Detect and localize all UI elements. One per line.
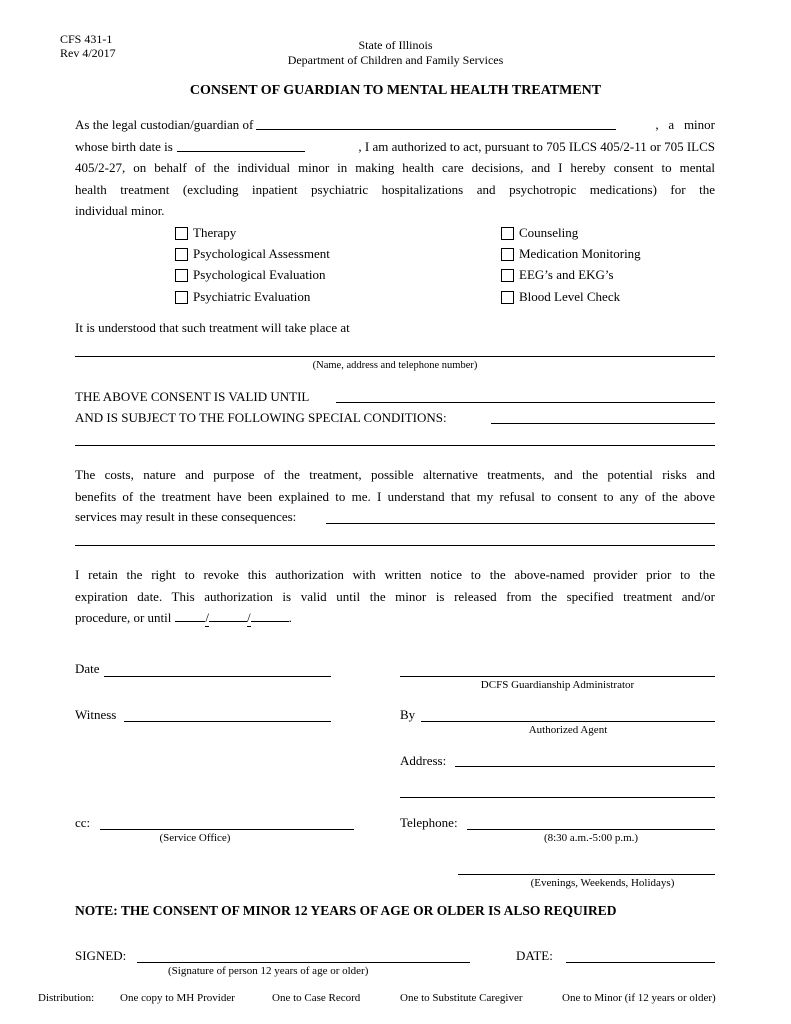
witness-label: Witness bbox=[75, 707, 117, 722]
checkbox-eeg-ekg[interactable] bbox=[501, 267, 614, 283]
intro-line-5: individual minor. bbox=[75, 203, 165, 218]
agent-caption: Authorized Agent bbox=[528, 724, 608, 736]
date-separator: / bbox=[205, 610, 210, 625]
checkbox-label: Psychological Evaluation bbox=[193, 267, 326, 282]
revoke-line-2: expiration date. This authorization is valid until the minor is released from the specified treatment and/or bbox=[75, 589, 715, 604]
checkbox-blood-level-check[interactable] bbox=[501, 289, 620, 305]
date-field[interactable] bbox=[104, 676, 331, 677]
evenings-caption: (Evenings, Weekends, Holidays) bbox=[530, 877, 675, 889]
birth-date-field[interactable] bbox=[177, 138, 305, 152]
checkbox-box[interactable] bbox=[175, 291, 188, 304]
date-label: Date bbox=[75, 661, 100, 676]
intro-line1-start: As the legal custodian/guardian of bbox=[75, 117, 254, 132]
evening-telephone-field[interactable] bbox=[458, 874, 715, 875]
page-title: CONSENT OF GUARDIAN TO MENTAL HEALTH TREATMENT bbox=[189, 83, 602, 98]
checkbox-label: Medication Monitoring bbox=[519, 246, 641, 261]
checkbox-label: Therapy bbox=[193, 225, 237, 240]
by-label: By bbox=[400, 707, 416, 722]
revoke-year-field[interactable] bbox=[251, 608, 289, 622]
distribution-item: One to Substitute Caregiver bbox=[400, 992, 523, 1004]
checkbox-box[interactable] bbox=[175, 227, 188, 240]
revoke-line-1: I retain the right to revoke this authorization with written notice to the above-named provider prior to the bbox=[75, 567, 715, 582]
intro-line-4: health treatment (excluding inpatient psychiatric hospitalizations and psychotropic medications) for the bbox=[75, 181, 715, 197]
special-conditions-field-2[interactable] bbox=[75, 445, 715, 446]
special-conditions-field[interactable] bbox=[491, 423, 715, 424]
cc-field[interactable] bbox=[100, 829, 354, 830]
distribution-item: One to Case Record bbox=[272, 992, 361, 1004]
intro-line-3: 405/2-27, on behalf of the individual minor in making health care decisions, and I hereby consent to mental bbox=[75, 160, 715, 175]
checkbox-therapy[interactable] bbox=[175, 225, 236, 241]
form-revision: Rev 4/2017 bbox=[60, 46, 116, 60]
address-field-2[interactable] bbox=[400, 797, 715, 798]
checkbox-box[interactable] bbox=[175, 269, 188, 282]
checkbox-box[interactable] bbox=[501, 248, 514, 261]
distribution-label: Distribution: bbox=[38, 992, 95, 1004]
treatment-location-field[interactable] bbox=[75, 356, 715, 357]
intro-line-2 bbox=[75, 136, 715, 158]
minor-consent-note: NOTE: THE CONSENT OF MINOR 12 YEARS OF AGE OR OLDER IS ALSO REQUIRED bbox=[75, 903, 617, 918]
checkbox-box[interactable] bbox=[501, 227, 514, 240]
checkbox-psychiatric-evaluation[interactable] bbox=[175, 289, 310, 305]
checkbox-label: EEG’s and EKG’s bbox=[519, 267, 614, 282]
witness-field[interactable] bbox=[124, 721, 331, 722]
signed-label: SIGNED: bbox=[75, 948, 127, 963]
intro-line2-end: , I am authorized to act, pursuant to 705 ILCS 405/2-11 or 705 ILCS bbox=[358, 138, 715, 154]
address-label: Address: bbox=[400, 753, 447, 768]
checkbox-counseling[interactable] bbox=[501, 225, 578, 241]
minor-signature-field[interactable] bbox=[137, 962, 470, 963]
checkbox-label: Blood Level Check bbox=[519, 289, 621, 304]
signature-caption: (Signature of person 12 years of age or older) bbox=[168, 965, 369, 977]
consequences-field[interactable] bbox=[326, 523, 715, 524]
checkbox-label: Psychological Assessment bbox=[193, 246, 330, 261]
telephone-field[interactable] bbox=[467, 829, 715, 830]
costs-line-2: benefits of the treatment have been explained to me. I understand that my refusal to consent to any of the above bbox=[75, 489, 715, 504]
service-office-caption: (Service Office) bbox=[159, 832, 231, 844]
address-field[interactable] bbox=[455, 766, 715, 767]
form-number: CFS 431-1 bbox=[60, 32, 113, 46]
revoke-month-field[interactable] bbox=[175, 608, 205, 622]
treatment-location-caption: (Name, address and telephone number) bbox=[312, 360, 478, 371]
checkbox-label: Counseling bbox=[519, 225, 579, 240]
distribution-item: One to Minor (if 12 years or older) bbox=[562, 992, 716, 1004]
department-name: Department of Children and Family Services bbox=[287, 53, 504, 67]
special-conditions-label: AND IS SUBJECT TO THE FOLLOWING SPECIAL CONDITIONS: bbox=[75, 410, 447, 425]
distribution-item: One copy to MH Provider bbox=[120, 992, 235, 1004]
revoke-line3-end: . bbox=[288, 610, 292, 625]
revoke-line-3 bbox=[75, 608, 292, 627]
checkbox-label: Psychiatric Evaluation bbox=[193, 289, 311, 304]
hours-caption: (8:30 a.m.-5:00 p.m.) bbox=[543, 832, 639, 844]
revoke-line3-start: procedure, or until bbox=[75, 610, 172, 625]
date-separator: / bbox=[247, 610, 251, 625]
intro-line2-start: whose birth date is bbox=[75, 138, 173, 154]
signed-date-label: DATE: bbox=[516, 948, 553, 963]
treatment-location-text: It is understood that such treatment will take place at bbox=[75, 320, 350, 335]
telephone-label: Telephone: bbox=[400, 815, 458, 830]
consequences-field-2[interactable] bbox=[75, 545, 715, 546]
signed-date-field[interactable] bbox=[566, 962, 715, 963]
intro-line-1 bbox=[75, 114, 715, 136]
checkbox-medication-monitoring[interactable] bbox=[501, 246, 641, 262]
valid-until-label: THE ABOVE CONSENT IS VALID UNTIL bbox=[75, 389, 310, 404]
checkbox-box[interactable] bbox=[501, 291, 514, 304]
minor-name-field[interactable] bbox=[256, 116, 616, 130]
cc-label: cc: bbox=[75, 815, 91, 830]
checkbox-box[interactable] bbox=[175, 248, 188, 261]
admin-signature-field[interactable] bbox=[400, 676, 715, 677]
by-field[interactable] bbox=[421, 721, 715, 722]
checkbox-psychological-assessment[interactable] bbox=[175, 246, 330, 262]
intro-line1-end: , a minor bbox=[655, 117, 715, 132]
admin-caption: DCFS Guardianship Administrator bbox=[480, 679, 635, 691]
checkbox-box[interactable] bbox=[501, 269, 514, 282]
costs-line-3: services may result in these consequences: bbox=[75, 509, 297, 524]
costs-line-1: The costs, nature and purpose of the treatment, possible alternative treatments, and the potential risks and bbox=[75, 467, 715, 482]
valid-until-field[interactable] bbox=[336, 402, 715, 403]
checkbox-psychological-evaluation[interactable] bbox=[175, 267, 326, 283]
state-name: State of Illinois bbox=[358, 38, 433, 52]
revoke-day-field[interactable] bbox=[209, 608, 247, 622]
